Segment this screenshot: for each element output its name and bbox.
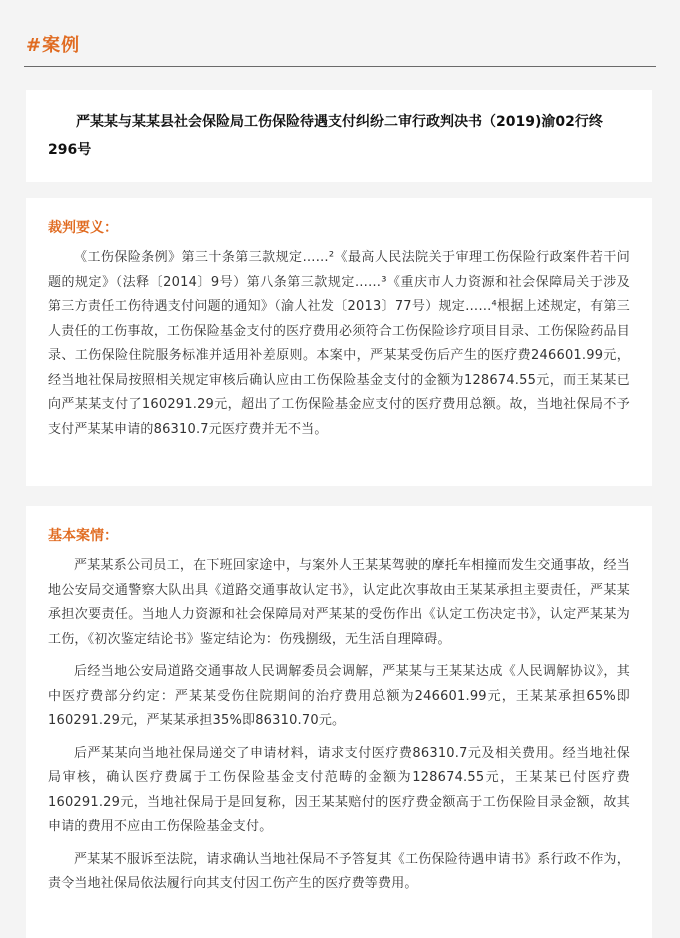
facts-paragraph: 严某某不服诉至法院，请求确认当地社保局不予答复其《工伤保险待遇申请书》系行政不作为，责令当地社保局依法履行向其支付因工伤产生的医疗费等费用。 xyxy=(48,851,630,891)
facts-heading: 基本案情： xyxy=(48,528,118,544)
summary-paragraph: 《工伤保险条例》第三十条第三款规定……²《最高人民法院关于审理工伤保险行政案件若干问题的规定》（法释〔2014〕9号）第八条第三款规定……³《重庆市人力资源和社会保障局关于涉及第三方责任工伤待遇支付问题的通知》（渝人社发〔2013〕77号）规定……⁴根据上述规定，有第三人责任的工伤事故，工伤保险基金支付的医疗费用必须符合工伤保险诊疗项目目录、工伤保险药品目录、工伤保险住院服务标准并适用补差原则。本案中，严某某受伤后产生的医疗费246601.99元，经当地社保局按照相关规定审核后确认应由工伤保险基金支付的金额为128674.55元，而王某某已向严某某支付了160291.29元，超出了工伤保险基金应支付的医疗费用总额。故，当地社保局不予支付严某某申请的86310.7元医疗费并无不当。 xyxy=(48,250,630,437)
case-title-card xyxy=(26,90,652,182)
judgment-summary-card xyxy=(26,198,652,486)
facts-paragraph: 严某某系公司员工，在下班回家途中，与案外人王某某驾驶的摩托车相撞而发生交通事故，经当地公安局交通警察大队出具《道路交通事故认定书》，认定此次事故由王某某承担主要责任，严某某承担次要责任。当地人力资源和社会保障局对严某某的受伤作出《认定工伤决定书》，认定严某某为工伤，《初次鉴定结论书》鉴定结论为：伤残捌级，无生活自理障碍。 xyxy=(48,558,630,647)
facts-paragraph: 后经当地公安局道路交通事故人民调解委员会调解，严某某与王某某达成《人民调解协议》，其中医疗费部分约定：严某某受伤住院期间的治疗费用总额为246601.99元，王某某承担65%即160291.29元，严某某承担35%即86310.70元。 xyxy=(48,664,630,728)
case-facts-card xyxy=(26,506,652,938)
summary-heading: 裁判要义： xyxy=(48,220,118,236)
case-title: 严某某与某某县社会保险局工伤保险待遇支付纠纷二审行政判决书（2019)渝02行终296号 xyxy=(48,114,603,158)
section-title: #案例 xyxy=(26,35,81,56)
facts-paragraph: 后严某某向当地社保局递交了申请材料，请求支付医疗费86310.7元及相关费用。经当地社保局审核，确认医疗费属于工伤保险基金支付范畴的金额为128674.55元，王某某已付医疗费160291.29元，当地社保局于是回复称，因王某某赔付的医疗费金额高于工伤保险目录金额，故其申请的费用不应由工伤保险基金支付。 xyxy=(48,745,630,834)
section-header xyxy=(24,30,656,67)
